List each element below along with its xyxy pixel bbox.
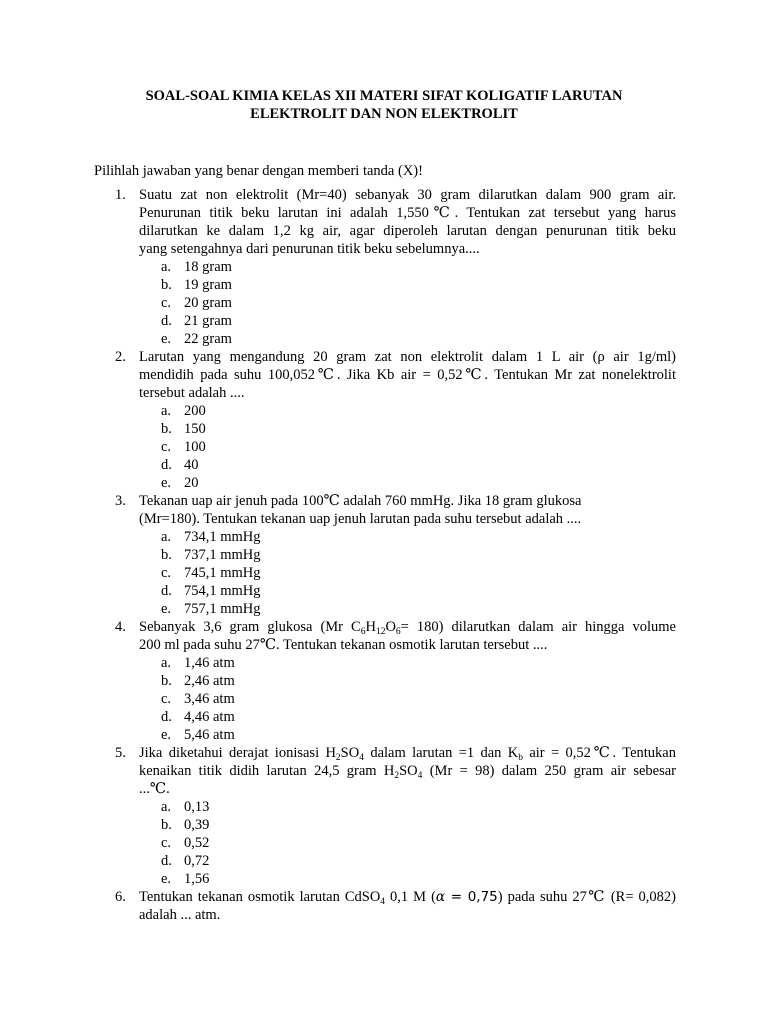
option-letter: a. bbox=[161, 799, 172, 815]
question-line: Tentukan tekanan osmotik larutan CdSO$_4$ 0,1 M (α = 0,75) pada suhu 27℃ (R= 0,082) bbox=[139, 889, 676, 907]
question-line: dilarutkan ke dalam 1,2 kg air, agar diperoleh larutan dengan penurunan titik beku bbox=[139, 223, 676, 239]
option-e[interactable] bbox=[0, 474, 768, 492]
option-letter: d. bbox=[161, 313, 172, 329]
question-line: (Mr=180). Tentukan tekanan uap jenuh larutan pada suhu tersebut adalah .... bbox=[139, 511, 582, 527]
option-list bbox=[0, 654, 768, 744]
option-c[interactable] bbox=[0, 690, 768, 708]
option-letter: b. bbox=[161, 277, 172, 293]
question-1 bbox=[0, 186, 768, 348]
option-list bbox=[0, 798, 768, 888]
question-line: Jika diketahui derajat ionisasi $H_2SO_4$ dalam larutan =1 dan $K_b$ air = 0,52℃. Tentukan bbox=[139, 745, 676, 763]
option-letter: d. bbox=[161, 457, 172, 473]
option-letter: c. bbox=[161, 565, 172, 581]
option-letter: b. bbox=[161, 547, 172, 563]
option-text: 22 gram bbox=[184, 331, 232, 347]
option-letter: a. bbox=[161, 259, 172, 275]
title-line-2: ELEKTROLIT DAN NON ELEKTROLIT bbox=[250, 106, 518, 122]
option-text: 0,72 bbox=[184, 853, 210, 869]
option-e[interactable] bbox=[0, 600, 768, 618]
option-letter: b. bbox=[161, 817, 172, 833]
alpha-symbol: α bbox=[435, 889, 446, 905]
option-text: 0,39 bbox=[184, 817, 210, 833]
title-line-1: SOAL-SOAL KIMIA KELAS XII MATERI SIFAT KOLIGATIF LARUTAN bbox=[145, 88, 623, 104]
option-text: 734,1 mmHg bbox=[184, 529, 261, 545]
option-text: 4,46 atm bbox=[184, 709, 235, 725]
option-letter: e. bbox=[161, 475, 172, 491]
option-d[interactable] bbox=[0, 852, 768, 870]
option-letter: a. bbox=[161, 529, 172, 545]
question-number: 1. bbox=[115, 187, 126, 203]
option-letter: d. bbox=[161, 709, 172, 725]
option-text: 754,1 mmHg bbox=[184, 583, 261, 599]
option-letter: c. bbox=[161, 295, 172, 311]
option-letter: a. bbox=[161, 403, 172, 419]
option-letter: c. bbox=[161, 439, 172, 455]
question-line: mendidih pada suhu 100,052℃. Jika Kb air = 0,52℃. Tentukan Mr zat nonelektrolit bbox=[139, 367, 676, 383]
option-text: 745,1 mmHg bbox=[184, 565, 261, 581]
option-a[interactable] bbox=[0, 402, 768, 420]
question-number: 5. bbox=[115, 745, 126, 761]
option-b[interactable] bbox=[0, 420, 768, 438]
question-text bbox=[139, 492, 676, 528]
question-text bbox=[139, 186, 676, 258]
option-letter: d. bbox=[161, 853, 172, 869]
option-text: 2,46 atm bbox=[184, 673, 235, 689]
question-3 bbox=[0, 492, 768, 618]
option-d[interactable] bbox=[0, 708, 768, 726]
option-e[interactable] bbox=[0, 726, 768, 744]
question-line: kenaikan titik didih larutan 24,5 gram $H_2SO_4$ (Mr = 98) dalam 250 gram air sebesar bbox=[139, 763, 676, 781]
option-d[interactable] bbox=[0, 582, 768, 600]
question-line: Tekanan uap air jenuh pada 100℃ adalah 760 mmHg. Jika 18 gram glukosa bbox=[139, 493, 582, 509]
option-text: 200 bbox=[184, 403, 206, 419]
option-text: 18 gram bbox=[184, 259, 232, 275]
option-text: 757,1 mmHg bbox=[184, 601, 261, 617]
option-text: 21 gram bbox=[184, 313, 232, 329]
question-line: Penurunan titik beku larutan ini adalah 1,550℃. Tentukan zat tersebut yang harus bbox=[139, 205, 676, 221]
option-a[interactable] bbox=[0, 654, 768, 672]
option-list bbox=[0, 528, 768, 618]
option-text: 1,46 atm bbox=[184, 655, 235, 671]
option-text: 0,13 bbox=[184, 799, 210, 815]
option-e[interactable] bbox=[0, 870, 768, 888]
option-text: 150 bbox=[184, 421, 206, 437]
question-line: adalah ... atm. bbox=[139, 907, 221, 923]
question-number: 4. bbox=[115, 619, 126, 635]
question-line: yang setengahnya dari penurunan titik beku sebelumnya.... bbox=[139, 241, 480, 257]
question-text bbox=[139, 744, 676, 798]
question-2 bbox=[0, 348, 768, 492]
question-line: Larutan yang mengandung 20 gram zat non elektrolit dalam 1 L air (ρ air 1g/ml) bbox=[139, 349, 676, 365]
question-4 bbox=[0, 618, 768, 744]
option-text: 737,1 mmHg bbox=[184, 547, 261, 563]
option-d[interactable] bbox=[0, 312, 768, 330]
option-text: 5,46 atm bbox=[184, 727, 235, 743]
question-text bbox=[139, 618, 676, 654]
question-number: 2. bbox=[115, 349, 126, 365]
option-text: 20 bbox=[184, 475, 199, 491]
option-e[interactable] bbox=[0, 330, 768, 348]
option-c[interactable] bbox=[0, 294, 768, 312]
question-line: ...℃. bbox=[139, 781, 170, 797]
option-letter: b. bbox=[161, 673, 172, 689]
option-text: 19 gram bbox=[184, 277, 232, 293]
document-title bbox=[80, 87, 688, 123]
option-b[interactable] bbox=[0, 546, 768, 564]
question-number: 6. bbox=[115, 889, 126, 905]
option-b[interactable] bbox=[0, 816, 768, 834]
option-text: 3,46 atm bbox=[184, 691, 235, 707]
option-a[interactable] bbox=[0, 528, 768, 546]
option-letter: c. bbox=[161, 691, 172, 707]
question-line: Sebanyak 3,6 gram glukosa (Mr $C_6H_{12}O_6= 180$) dilarutkan dalam air hingga volume bbox=[139, 619, 676, 637]
question-line: Suatu zat non elektrolit (Mr=40) sebanyak 30 gram dilarutkan dalam 900 gram air. bbox=[139, 187, 676, 203]
instruction-text: Pilihlah jawaban yang benar dengan memberi tanda (X)! bbox=[94, 163, 423, 179]
option-b[interactable] bbox=[0, 672, 768, 690]
option-text: 20 gram bbox=[184, 295, 232, 311]
option-list bbox=[0, 402, 768, 492]
option-text: 100 bbox=[184, 439, 206, 455]
option-d[interactable] bbox=[0, 456, 768, 474]
option-text: 1,56 bbox=[184, 871, 210, 887]
option-text: 40 bbox=[184, 457, 199, 473]
option-text: 0,52 bbox=[184, 835, 210, 851]
option-letter: d. bbox=[161, 583, 172, 599]
option-b[interactable] bbox=[0, 276, 768, 294]
question-5 bbox=[0, 744, 768, 888]
option-letter: c. bbox=[161, 835, 172, 851]
question-text bbox=[139, 888, 676, 924]
question-list bbox=[0, 186, 768, 924]
option-list bbox=[0, 258, 768, 348]
option-a[interactable] bbox=[0, 798, 768, 816]
option-c[interactable] bbox=[0, 834, 768, 852]
question-text bbox=[139, 348, 676, 402]
option-letter: e. bbox=[161, 601, 172, 617]
option-letter: b. bbox=[161, 421, 172, 437]
option-a[interactable] bbox=[0, 258, 768, 276]
option-letter: e. bbox=[161, 727, 172, 743]
option-letter: e. bbox=[161, 331, 172, 347]
option-letter: a. bbox=[161, 655, 172, 671]
question-number: 3. bbox=[115, 493, 126, 509]
option-letter: e. bbox=[161, 871, 172, 887]
option-c[interactable] bbox=[0, 438, 768, 456]
question-line: 200 ml pada suhu 27℃. Tentukan tekanan osmotik larutan tersebut .... bbox=[139, 637, 548, 653]
question-line: tersebut adalah .... bbox=[139, 385, 245, 401]
option-c[interactable] bbox=[0, 564, 768, 582]
question-6 bbox=[0, 888, 768, 924]
